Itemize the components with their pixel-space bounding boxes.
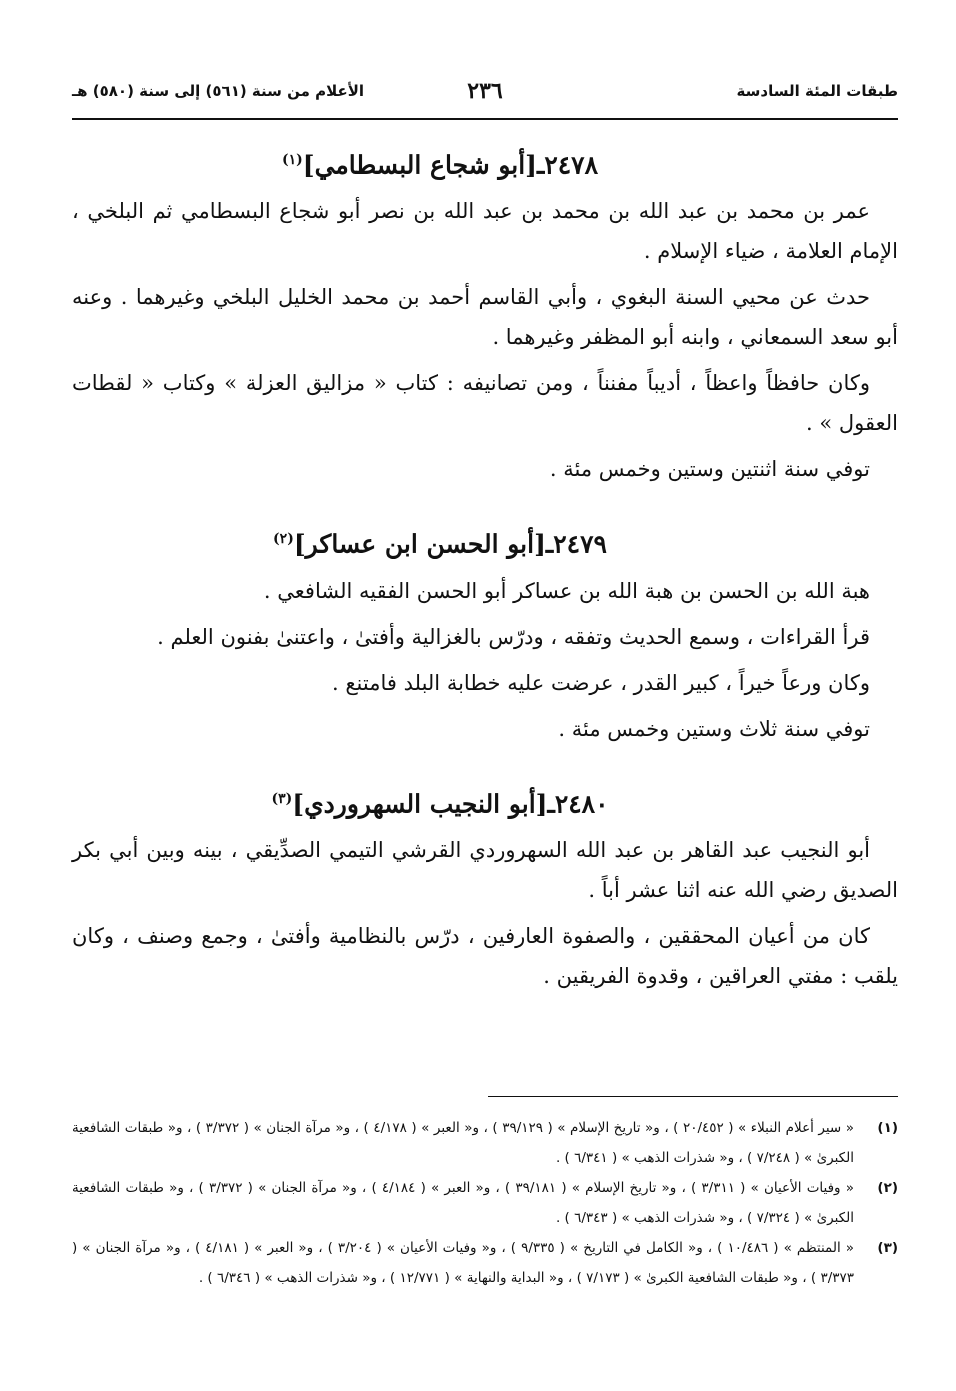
- footnote-text: « سير أعلام النبلاء » ( ٢٠/٤٥٢ ) ، و« تاريخ الإسلام » ( ٣٩/١٢٩ ) ، و« العبر » ( ٤/١٧٨ ) ، و« مرآة الجنان » ( ٣/٣٧٢ ) ، و« طبقات الشافعية الكبرىٰ » ( ٧/٢٤٨ ) ، و« شذرات الذهب » ( ٦/٣٤١ ) .: [72, 1120, 854, 1166]
- footnote: [72, 1233, 898, 1293]
- entry-name: [أبو النجيب السهروردي]: [292, 788, 548, 818]
- section-title: طبقات المئة السادسة: [736, 82, 898, 100]
- footnote: [72, 1173, 898, 1233]
- entry-heading: ٢٤٧٨ـ[أبو شجاع البسطامي]$^{(١)}$: [281, 150, 599, 180]
- footnote-rule: [488, 1096, 898, 1097]
- header-rule: [72, 118, 898, 120]
- entry-paragraph: أبو النجيب عبد القاهر بن عبد الله السهروردي القرشي التيمي الصدِّيقي ، بينه وبين أبي بكر الصديق رضي الله عنه اثنا عشر أباً .: [72, 837, 898, 902]
- entry-paragraph: وكان ورعاً خيراً ، كبير القدر ، عرضت عليه خطابة البلد فامتنع .: [332, 670, 870, 695]
- footnote-ref[interactable]: (٢): [273, 531, 294, 548]
- entry-paragraph: كان من أعيان المحققين ، والصفوة العارفين ، درّس بالنظامية وأفتىٰ ، وجمع وصنف ، وكان يلقب : مفتي العراقين ، وقدوة الفريقين .: [72, 923, 898, 988]
- footnote-number: (٣): [877, 1240, 898, 1256]
- entry-paragraph: وكان حافظاً واعظاً ، أديباً مفنناً ، ومن تصانيفه : كتاب « مزاليق العزلة » وكتاب « لقطات العقول » .: [72, 371, 898, 436]
- biography-entry: [72, 140, 898, 489]
- entry-name: [أبو الحسن ابن عساكر]: [293, 529, 546, 559]
- main-text: [72, 140, 898, 1026]
- entry-paragraph: عمر بن محمد بن عبد الله بن محمد بن عبد الله بن نصر أبو شجاع البسطامي ثم البلخي ، الإمام العلامة ، ضياء الإسلام .: [72, 199, 898, 264]
- entry-paragraph: توفي سنة ثلاث وستين وخمس مئة .: [558, 716, 870, 741]
- footnote-ref[interactable]: (١): [281, 152, 303, 168]
- entry-heading: ٢٤٨٠ـ[أبو النجيب السهروردي]$^{(٣)}$: [271, 788, 609, 818]
- entry-paragraph: هبة الله بن الحسن بن هبة الله بن عساكر أبو الحسن الفقيه الشافعي .: [263, 578, 870, 603]
- footnote-ref[interactable]: (٣): [271, 790, 293, 807]
- footnotes: [72, 1113, 898, 1293]
- footnote-text: « المنتظم » ( ١٠/٤٨٦ ) ، و« الكامل في التاريخ » ( ٩/٣٣٥ ) ، و« وفيات الأعيان » ( ٣/٢٠٤ ) ، و« العبر » ( ٤/١٨١ ) ، و« مرآة الجنان » ( ٣/٣٧٣ ) ، و« طبقات الشافعية الكبرىٰ » ( ٧/١٧٣ ) ، و« البداية والنهاية » ( ١٢/٧٧١ ) ، و« شذرات الذهب » ( ٦/٣٤٦ ) .: [72, 1240, 855, 1286]
- page-number: ٢٣٦: [467, 78, 503, 104]
- footnote: [72, 1113, 898, 1173]
- entry-paragraph: توفي سنة اثنتين وستين وخمس مئة .: [549, 457, 870, 482]
- entry-number: ٢٤٧٨: [544, 150, 599, 180]
- entry-paragraph: قرأ القراءات ، وسمع الحديث وتفقه ، ودرّس بالغزالية وأفتىٰ ، واعتنىٰ بفنون العلم .: [157, 624, 870, 649]
- volume-range: الأعلام من سنة (٥٦١) إلى سنة (٥٨٠) هـ: [72, 82, 365, 100]
- entry-number: ٢٤٨٠: [554, 788, 609, 818]
- biography-entry: [72, 779, 898, 996]
- entry-heading: ٢٤٧٩ـ[أبو الحسن ابن عساكر]$^{(٢)}$: [273, 529, 607, 559]
- biography-entry: [72, 519, 898, 748]
- footnote-number: (٢): [877, 1180, 898, 1196]
- footnote-text: « وفيات الأعيان » ( ٣/٣١١ ) ، و« تاريخ الإسلام » ( ٣٩/١٨١ ) ، و« العبر » ( ٤/١٨٤ ) ، و« مرآة الجنان » ( ٣/٣٧٢ ) ، و« طبقات الشافعية الكبرىٰ » ( ٧/٣٢٤ ) ، و« شذرات الذهب » ( ٦/٣٤٣ ) .: [72, 1180, 854, 1226]
- entry-number: ٢٤٧٩: [553, 529, 607, 559]
- entry-name: [أبو شجاع البسطامي]: [302, 150, 537, 180]
- running-head: [72, 78, 898, 108]
- footnote-number: (١): [877, 1120, 898, 1136]
- entry-paragraph: حدث عن محيي السنة البغوي ، وأبي القاسم أحمد بن محمد الخليل البلخي وغيرهما . وعنه أبو سعد السمعاني ، وابنه أبو المظفر وغيرهما .: [72, 285, 898, 350]
